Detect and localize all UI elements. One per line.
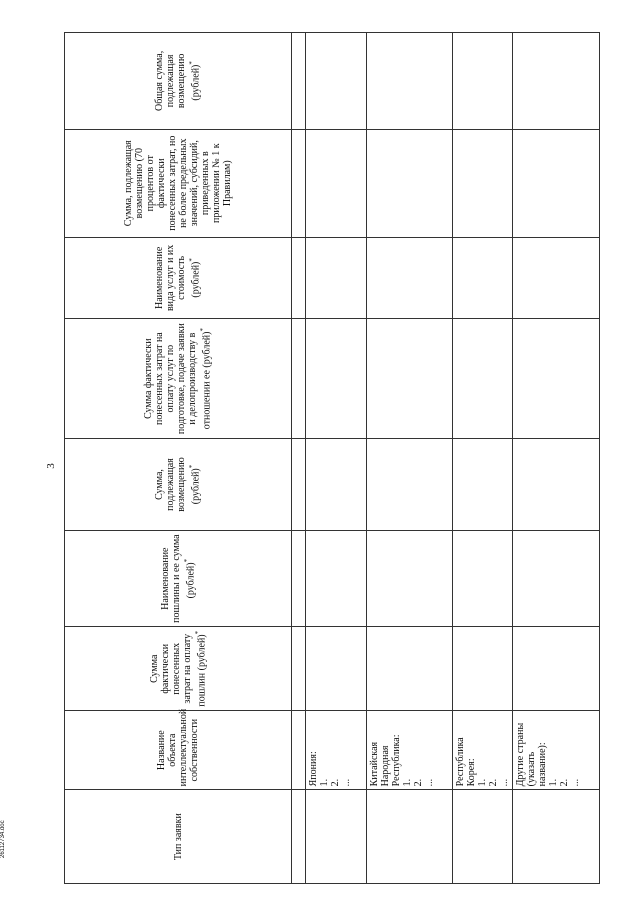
country-cell[interactable] [306,790,366,884]
object-item: 1. [401,778,413,787]
header-summa-vozmeshcheniya [65,439,292,531]
country-label: Китайская Народная Республика: [368,734,402,787]
input-cell-naimenovanie-uslug[interactable] [453,237,513,318]
header-summa-poshlin [65,627,292,710]
country-cell[interactable] [453,790,513,884]
input-cell-naimenovanie-uslug[interactable] [513,237,600,318]
object-item: ... [423,778,435,787]
input-cell-summa-vozmeshcheniya[interactable] [513,439,600,531]
footnote-marker: * [182,558,191,563]
input-cell-obshchaya-summa[interactable] [453,33,513,130]
input-cell-summa-uslug[interactable] [306,319,366,439]
input-cell-naimenovanie-poshliny[interactable] [513,530,600,627]
input-cell-summa-vozmeshcheniya[interactable] [453,439,513,531]
footnote-marker: * [193,630,202,635]
header-label: Сумма фактически понесенных затрат на оплату услуг по подготовке, подаче заявки и делопроизводству в отношении ее (рублей) [143,323,213,435]
object-item: 1. [548,778,560,787]
spacer-cell [292,627,306,710]
header-label: Название объекта интеллектуальной собственности [156,708,201,787]
country-label: Другие страны (указать название): [515,722,549,787]
object-item: ... [341,778,353,787]
country-label: Республика Корея: [455,737,478,787]
input-cell-naimenovanie-poshliny[interactable] [306,530,366,627]
input-cell-naimenovanie-poshliny[interactable] [453,530,513,627]
header-label: Сумма, подлежащая возмещению (70 процентов от фактически понесенных затрат, но не более предельных значений, субсидий, приведенных в приложении № 1 к Правилам) [123,135,234,231]
country-label: Япония: [308,751,320,787]
input-cell-obshchaya-summa[interactable] [513,33,600,130]
input-cell-obshchaya-summa[interactable] [366,33,452,130]
input-cell-summa-uslug[interactable] [453,319,513,439]
footnote-marker: * [199,328,208,332]
input-cell-naimenovanie-uslug[interactable] [306,237,366,318]
input-cell-summa-70-procentov[interactable] [306,129,366,237]
input-cell-naimenovanie-uslug[interactable] [366,237,452,318]
input-cell-summa-uslug[interactable] [513,319,600,439]
header-label: Сумма фактически понесенных затрат на оплату пошлин (рублей) [148,633,208,707]
header-naimenovanie-uslug [65,237,292,318]
object-item: 2. [559,778,571,787]
input-cell-summa-poshlin[interactable] [453,627,513,710]
object-item: 2. [488,778,500,787]
input-cell-summa-70-procentov[interactable] [453,129,513,237]
object-name-cell[interactable] [453,710,513,789]
spacer-cell [292,33,306,130]
header-tip-zayavki [65,790,292,884]
footnote-marker: * [188,61,197,65]
input-cell-summa-70-procentov[interactable] [366,129,452,237]
input-cell-summa-70-procentov[interactable] [513,129,600,237]
table-row-other-countries [513,33,600,884]
table-row-korea [453,33,513,884]
spacer-cell [292,530,306,627]
header-naimenovanie-poshliny [65,530,292,627]
object-item: ... [499,778,511,787]
input-cell-summa-vozmeshcheniya[interactable] [366,439,452,531]
header-obshchaya-summa [65,33,292,130]
object-item: 2. [412,778,424,787]
header-summa-70-procentov [65,129,292,237]
header-label: Общая сумма, подлежащая возмещению (рублей) [154,50,202,112]
input-cell-obshchaya-summa[interactable] [306,33,366,130]
header-label: Сумма, подлежащая возмещению (рублей) [154,457,202,512]
footnote-marker: * [188,464,197,469]
object-item: 2. [330,778,342,787]
spacer-cell [292,129,306,237]
input-cell-summa-poshlin[interactable] [513,627,600,710]
input-cell-summa-uslug[interactable] [366,319,452,439]
page-number: 3 [44,463,57,469]
country-cell[interactable] [513,790,600,884]
table-row-china [366,33,452,884]
header-label: Наименование вида услуг и их стоимость (рублей) [154,244,202,312]
object-name-cell[interactable] [366,710,452,789]
object-item: ... [570,778,582,787]
object-name-cell[interactable] [513,710,600,789]
spacer-cell [292,237,306,318]
document-id: 26112734.doc [0,820,6,858]
input-cell-summa-vozmeshcheniya[interactable] [306,439,366,531]
spacer-cell [292,439,306,531]
spacer-cell [292,710,306,789]
footnote-marker: * [188,258,197,262]
input-cell-summa-poshlin[interactable] [306,627,366,710]
spacer-cell [292,319,306,439]
table-row-japan [306,33,366,884]
header-label: Наименование пошлины и ее сумма (рублей) [159,534,197,623]
header-label: Тип заявки [172,813,184,861]
object-item: 1. [319,778,331,787]
header-nazvanie-obekta [65,710,292,789]
spacer-cell [292,790,306,884]
compensation-table [64,32,600,884]
object-name-cell[interactable] [306,710,366,789]
object-item: 1. [477,778,489,787]
country-cell[interactable] [366,790,452,884]
input-cell-summa-poshlin[interactable] [366,627,452,710]
compensation-table-container [64,32,600,884]
input-cell-naimenovanie-poshliny[interactable] [366,530,452,627]
header-summa-uslug [65,319,292,439]
